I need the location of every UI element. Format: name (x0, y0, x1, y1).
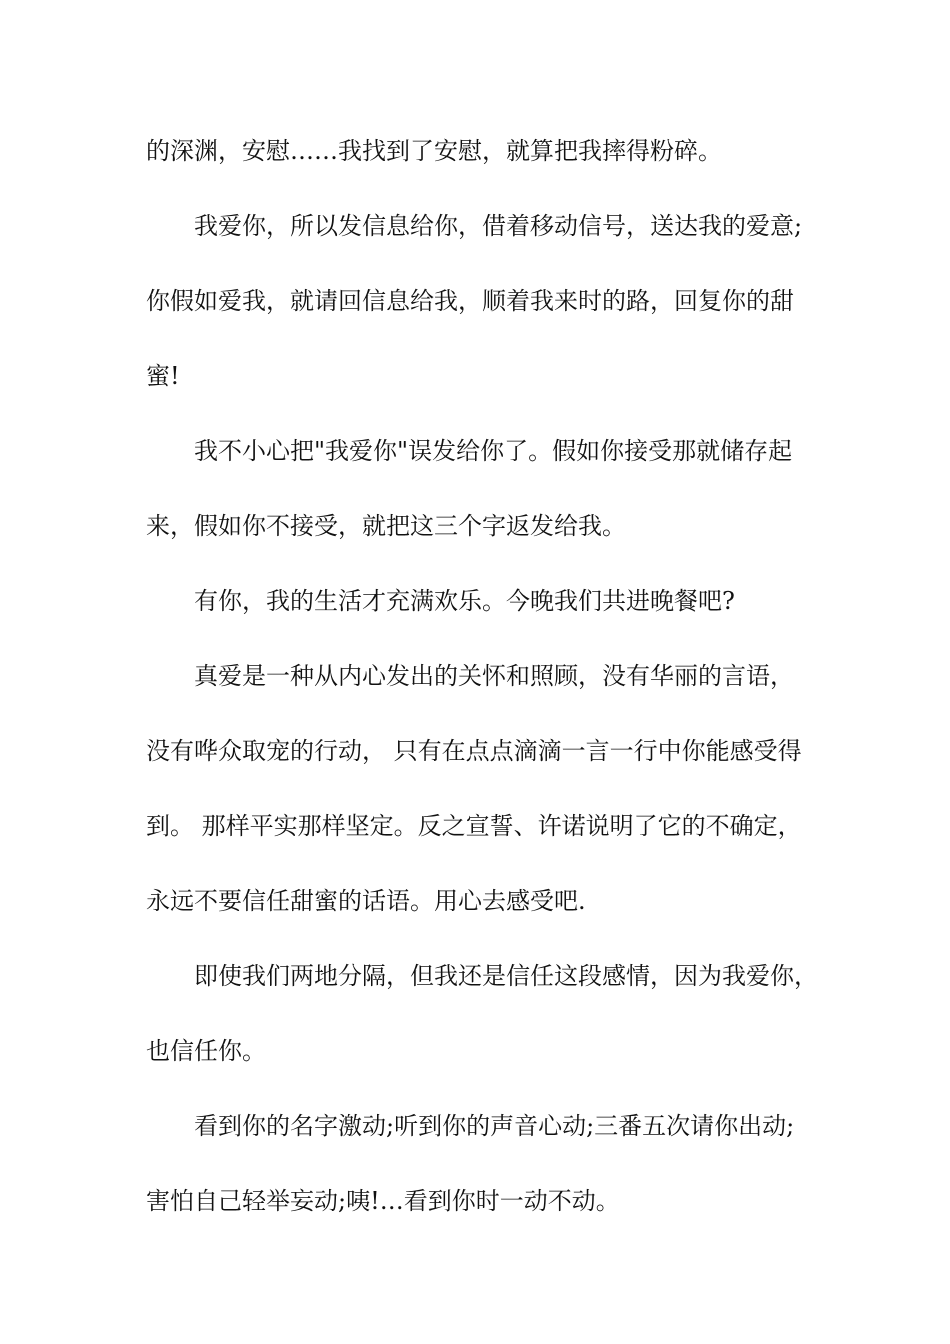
paragraph-start-line: 有你，我的生活才充满欢乐。今晚我们共进晚餐吧? (194, 587, 735, 615)
text-line: 的深渊，安慰……我找到了安慰，就算把我摔得粉碎。 (146, 137, 722, 165)
paragraph-start-line: 即使我们两地分隔，但我还是信任这段感情，因为我爱你， (194, 962, 818, 990)
paragraph-start-line: 我不小心把"我爱你"误发给你了。假如你接受那就储存起 (194, 437, 793, 465)
paragraph-start-line: 看到你的名字激动;听到你的声音心动;三番五次请你出动; (194, 1112, 795, 1140)
text-line: 永远不要信任甜蜜的话语。用心去感受吧. (146, 887, 586, 915)
text-line: 到。 那样平实那样坚定。反之宣誓、许诺说明了它的不确定， (146, 812, 802, 840)
text-line: 也信任你。 (146, 1037, 266, 1065)
text-line: 没有哗众取宠的行动， 只有在点点滴滴一言一行中你能感受得 (146, 737, 802, 765)
paragraph-start-line: 真爱是一种从内心发出的关怀和照顾，没有华丽的言语， (194, 662, 794, 690)
text-line: 害怕自己轻举妄动;咦!…看到你时一动不动。 (146, 1187, 620, 1215)
text-line: 蜜! (146, 362, 180, 390)
paragraph-start-line: 我爱你，所以发信息给你，借着移动信号，送达我的爱意; (194, 212, 803, 240)
text-line: 来，假如你不接受，就把这三个字返发给我。 (146, 512, 626, 540)
text-line: 你假如爱我，就请回信息给我，顺着我来时的路，回复你的甜 (146, 287, 794, 315)
